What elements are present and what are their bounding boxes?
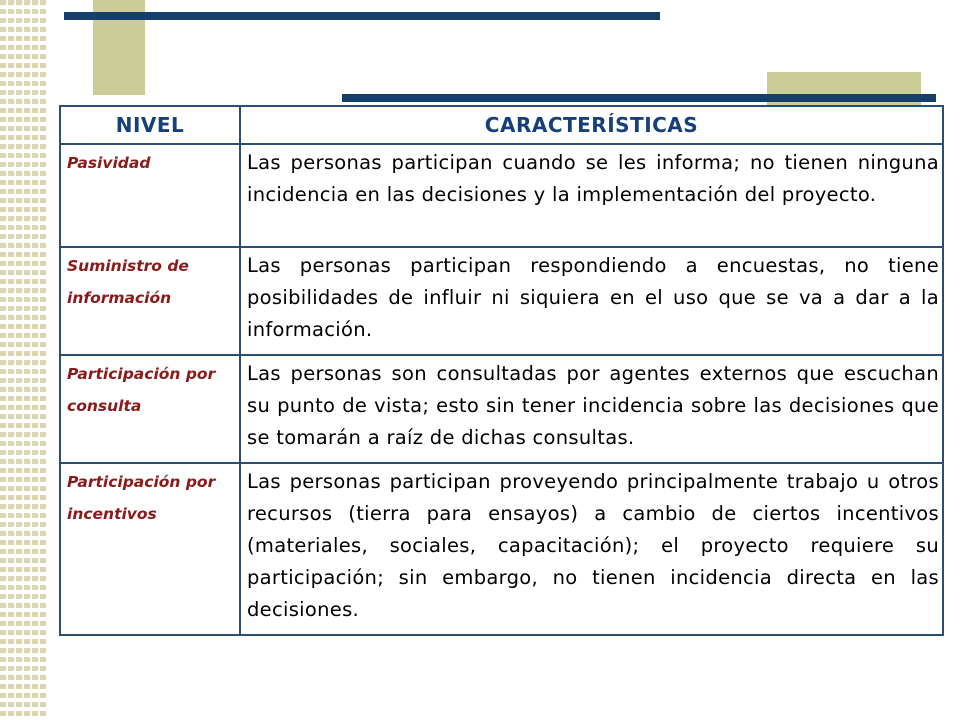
striped-side-decoration xyxy=(0,0,47,720)
level-cell: Pasividad xyxy=(60,144,240,247)
table-row xyxy=(60,247,943,355)
header-nivel: NIVEL xyxy=(60,106,240,144)
header-caracteristicas: CARACTERÍSTICAS xyxy=(240,106,943,144)
table-header-row xyxy=(60,106,943,144)
table-row xyxy=(60,463,943,635)
table-row xyxy=(60,355,943,463)
navy-bar-top xyxy=(64,12,660,20)
table-row xyxy=(60,144,943,247)
participation-levels-table xyxy=(59,105,944,636)
description-cell: Las personas son consultadas por agentes externos que escuchan su punto de vista; esto sin tener incidencia sobre las decisiones que se tomarán a raíz de dichas consultas. xyxy=(240,355,943,463)
level-cell: Participación por consulta xyxy=(60,355,240,463)
level-cell: Suministro de información xyxy=(60,247,240,355)
navy-bar-right xyxy=(342,94,936,102)
description-cell: Las personas participan proveyendo principalmente trabajo u otros recursos (tierra para ensayos) a cambio de ciertos incentivos (materiales, sociales, capacitación); el proyecto requiere su participación; sin embargo, no tienen incidencia directa en las decisiones. xyxy=(240,463,943,635)
description-cell: Las personas participan cuando se les informa; no tienen ninguna incidencia en las decisiones y la implementación del proyecto. xyxy=(240,144,943,247)
description-cell: Las personas participan respondiendo a encuestas, no tiene posibilidades de influir ni siquiera en el uso que se va a dar a la información. xyxy=(240,247,943,355)
level-cell: Participación por incentivos xyxy=(60,463,240,635)
